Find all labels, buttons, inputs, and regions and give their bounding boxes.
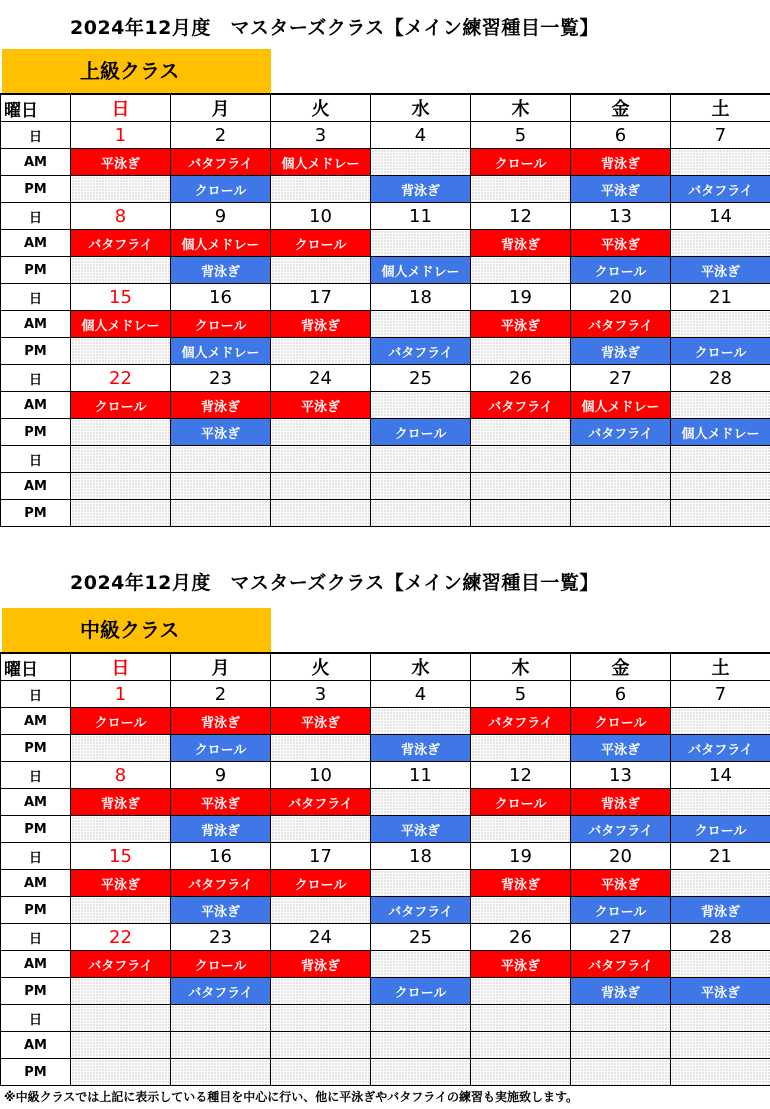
pm-event-cell: クロール <box>171 176 271 203</box>
am-row-label: AM <box>1 473 71 500</box>
am-event-cell <box>671 230 770 257</box>
am-event-cell: 平泳ぎ <box>71 149 171 176</box>
pm-event-cell <box>471 500 571 527</box>
date-cell <box>371 446 471 473</box>
am-event-cell <box>371 789 471 816</box>
pm-row-label: PM <box>1 176 71 203</box>
am-event-cell: バタフライ <box>171 149 271 176</box>
class-badge: 中級クラス <box>2 608 271 652</box>
pm-event-cell: 平泳ぎ <box>571 735 671 762</box>
am-event-cell: クロール <box>471 789 571 816</box>
pm-event-cell <box>171 500 271 527</box>
am-event-cell <box>371 230 471 257</box>
am-event-cell <box>371 708 471 735</box>
am-event-cell: 背泳ぎ <box>571 789 671 816</box>
am-event-cell <box>471 473 571 500</box>
date-cell: 21 <box>671 843 770 870</box>
pm-event-cell: クロール <box>371 419 471 446</box>
date-cell: 19 <box>471 843 571 870</box>
day-of-week-header: 水 <box>371 653 471 681</box>
am-event-cell <box>371 473 471 500</box>
pm-event-cell: 個人メドレー <box>671 419 770 446</box>
schedule-table-intermediate <box>0 652 770 1086</box>
day-of-week-header: 火 <box>271 653 371 681</box>
date-cell: 15 <box>71 843 171 870</box>
am-event-cell <box>271 1032 371 1059</box>
pm-event-cell <box>271 816 371 843</box>
pm-event-cell <box>471 257 571 284</box>
date-cell: 24 <box>271 365 371 392</box>
am-event-cell: 個人メドレー <box>571 392 671 419</box>
pm-event-cell <box>471 816 571 843</box>
pm-event-cell: 背泳ぎ <box>571 338 671 365</box>
date-cell: 7 <box>671 681 770 708</box>
pm-event-cell <box>271 1059 371 1086</box>
am-event-cell <box>471 1032 571 1059</box>
pm-row-label: PM <box>1 1059 71 1086</box>
date-cell <box>71 1005 171 1032</box>
pm-event-cell: クロール <box>171 735 271 762</box>
am-event-cell <box>371 149 471 176</box>
date-cell: 21 <box>671 284 770 311</box>
pm-event-cell: 背泳ぎ <box>371 176 471 203</box>
date-cell: 6 <box>571 122 671 149</box>
pm-event-cell: 背泳ぎ <box>671 897 770 924</box>
am-event-cell <box>671 951 770 978</box>
am-event-cell: バタフライ <box>171 870 271 897</box>
pm-event-cell: バタフライ <box>671 735 770 762</box>
date-cell <box>571 1005 671 1032</box>
am-event-cell: 背泳ぎ <box>171 708 271 735</box>
day-of-week-header: 木 <box>471 94 571 122</box>
date-cell: 18 <box>371 284 471 311</box>
date-cell <box>171 446 271 473</box>
am-event-cell <box>671 708 770 735</box>
am-event-cell: バタフライ <box>571 951 671 978</box>
pm-event-cell <box>71 735 171 762</box>
date-cell: 28 <box>671 365 770 392</box>
am-event-cell: 平泳ぎ <box>71 870 171 897</box>
pm-event-cell <box>71 419 171 446</box>
am-event-cell: 平泳ぎ <box>471 311 571 338</box>
date-cell: 28 <box>671 924 770 951</box>
date-cell: 22 <box>71 365 171 392</box>
date-cell: 19 <box>471 284 571 311</box>
date-cell: 4 <box>371 122 471 149</box>
date-cell: 1 <box>71 122 171 149</box>
am-event-cell <box>71 473 171 500</box>
pm-row-label: PM <box>1 500 71 527</box>
date-cell <box>671 1005 770 1032</box>
date-cell: 11 <box>371 762 471 789</box>
date-row-label: 日 <box>1 924 71 951</box>
am-event-cell <box>571 473 671 500</box>
date-row-label: 日 <box>1 284 71 311</box>
date-cell: 16 <box>171 843 271 870</box>
am-event-cell: バタフライ <box>71 230 171 257</box>
am-event-cell: 背泳ぎ <box>271 311 371 338</box>
am-event-cell: クロール <box>71 392 171 419</box>
am-event-cell: 平泳ぎ <box>271 708 371 735</box>
date-cell: 26 <box>471 924 571 951</box>
am-event-cell <box>371 311 471 338</box>
am-event-cell <box>171 1032 271 1059</box>
day-of-week-header: 日 <box>71 94 171 122</box>
pm-event-cell <box>471 978 571 1005</box>
pm-event-cell <box>571 1059 671 1086</box>
date-cell <box>271 446 371 473</box>
pm-event-cell: 背泳ぎ <box>371 735 471 762</box>
date-cell: 11 <box>371 203 471 230</box>
class-badge: 上級クラス <box>2 49 271 93</box>
date-cell: 15 <box>71 284 171 311</box>
am-event-cell: 平泳ぎ <box>271 392 371 419</box>
date-cell: 16 <box>171 284 271 311</box>
day-of-week-header: 日 <box>71 653 171 681</box>
date-cell: 17 <box>271 843 371 870</box>
date-cell: 8 <box>71 762 171 789</box>
pm-event-cell <box>471 735 571 762</box>
date-cell: 9 <box>171 203 271 230</box>
date-cell: 20 <box>571 843 671 870</box>
day-of-week-header: 水 <box>371 94 471 122</box>
am-row-label: AM <box>1 951 71 978</box>
date-cell: 9 <box>171 762 271 789</box>
pm-event-cell: バタフライ <box>371 338 471 365</box>
date-cell <box>471 446 571 473</box>
date-cell: 13 <box>571 203 671 230</box>
date-cell: 8 <box>71 203 171 230</box>
am-event-cell: 平泳ぎ <box>571 870 671 897</box>
am-event-cell <box>671 789 770 816</box>
pm-event-cell <box>71 1059 171 1086</box>
am-event-cell: 平泳ぎ <box>471 951 571 978</box>
pm-event-cell: 平泳ぎ <box>571 176 671 203</box>
pm-event-cell <box>271 338 371 365</box>
pm-event-cell: クロール <box>671 338 770 365</box>
am-event-cell <box>371 951 471 978</box>
schedule-table-advanced <box>0 93 770 527</box>
pm-event-cell <box>471 176 571 203</box>
date-cell: 27 <box>571 924 671 951</box>
pm-event-cell: 平泳ぎ <box>671 978 770 1005</box>
pm-event-cell: クロール <box>571 257 671 284</box>
section-title: 2024年12月度 マスターズクラス【メイン練習種目一覧】 <box>70 572 599 594</box>
date-row-label: 日 <box>1 446 71 473</box>
pm-event-cell <box>471 338 571 365</box>
date-cell: 3 <box>271 681 371 708</box>
pm-event-cell: 平泳ぎ <box>171 897 271 924</box>
am-event-cell: 平泳ぎ <box>171 789 271 816</box>
day-of-week-header: 火 <box>271 94 371 122</box>
date-cell: 25 <box>371 924 471 951</box>
pm-event-cell <box>271 257 371 284</box>
day-of-week-header: 木 <box>471 653 571 681</box>
pm-event-cell <box>271 500 371 527</box>
pm-event-cell: 背泳ぎ <box>571 978 671 1005</box>
pm-event-cell <box>71 816 171 843</box>
pm-event-cell: クロール <box>371 978 471 1005</box>
date-cell: 26 <box>471 365 571 392</box>
date-cell: 2 <box>171 122 271 149</box>
am-event-cell: クロール <box>271 230 371 257</box>
pm-event-cell <box>571 500 671 527</box>
am-event-cell: 背泳ぎ <box>271 951 371 978</box>
am-row-label: AM <box>1 870 71 897</box>
am-event-cell: クロール <box>571 708 671 735</box>
am-event-cell <box>671 1032 770 1059</box>
date-cell: 5 <box>471 122 571 149</box>
day-of-week-header: 土 <box>671 94 770 122</box>
am-event-cell: 個人メドレー <box>71 311 171 338</box>
date-row-label: 日 <box>1 843 71 870</box>
am-event-cell: 個人メドレー <box>271 149 371 176</box>
date-cell: 23 <box>171 365 271 392</box>
pm-row-label: PM <box>1 338 71 365</box>
date-cell <box>471 1005 571 1032</box>
pm-event-cell <box>171 1059 271 1086</box>
date-cell <box>571 446 671 473</box>
am-event-cell: 個人メドレー <box>171 230 271 257</box>
date-cell: 3 <box>271 122 371 149</box>
pm-event-cell <box>71 176 171 203</box>
date-cell: 5 <box>471 681 571 708</box>
day-of-week-header: 月 <box>171 653 271 681</box>
pm-event-cell <box>371 500 471 527</box>
am-event-cell <box>371 870 471 897</box>
am-event-cell <box>671 473 770 500</box>
header-label: 曜日 <box>1 653 71 681</box>
pm-row-label: PM <box>1 419 71 446</box>
pm-event-cell: バタフライ <box>371 897 471 924</box>
am-event-cell: バタフライ <box>471 392 571 419</box>
date-row-label: 日 <box>1 122 71 149</box>
am-event-cell: 背泳ぎ <box>571 149 671 176</box>
date-cell: 6 <box>571 681 671 708</box>
date-cell: 18 <box>371 843 471 870</box>
pm-row-label: PM <box>1 978 71 1005</box>
am-event-cell <box>171 473 271 500</box>
date-cell: 17 <box>271 284 371 311</box>
am-event-cell <box>371 1032 471 1059</box>
pm-event-cell: クロール <box>571 897 671 924</box>
am-row-label: AM <box>1 789 71 816</box>
am-event-cell <box>371 392 471 419</box>
am-event-cell <box>671 870 770 897</box>
am-event-cell: クロール <box>471 149 571 176</box>
pm-event-cell: 個人メドレー <box>171 338 271 365</box>
am-event-cell: バタフライ <box>471 708 571 735</box>
date-cell: 25 <box>371 365 471 392</box>
pm-event-cell: 平泳ぎ <box>371 816 471 843</box>
am-event-cell: バタフライ <box>71 951 171 978</box>
pm-row-label: PM <box>1 897 71 924</box>
am-event-cell <box>571 1032 671 1059</box>
date-cell: 27 <box>571 365 671 392</box>
date-cell: 14 <box>671 762 770 789</box>
pm-event-cell <box>671 500 770 527</box>
pm-event-cell <box>471 897 571 924</box>
pm-event-cell <box>671 1059 770 1086</box>
am-event-cell: 平泳ぎ <box>571 230 671 257</box>
am-event-cell <box>671 149 770 176</box>
am-row-label: AM <box>1 708 71 735</box>
pm-event-cell <box>271 897 371 924</box>
date-cell: 1 <box>71 681 171 708</box>
am-row-label: AM <box>1 311 71 338</box>
day-of-week-header: 土 <box>671 653 770 681</box>
date-cell: 10 <box>271 203 371 230</box>
date-row-label: 日 <box>1 203 71 230</box>
am-event-cell: クロール <box>71 708 171 735</box>
pm-event-cell <box>71 978 171 1005</box>
pm-event-cell <box>71 500 171 527</box>
pm-event-cell: 平泳ぎ <box>671 257 770 284</box>
am-row-label: AM <box>1 149 71 176</box>
pm-event-cell: バタフライ <box>671 176 770 203</box>
pm-event-cell <box>271 176 371 203</box>
pm-event-cell <box>271 419 371 446</box>
pm-event-cell: 平泳ぎ <box>171 419 271 446</box>
date-cell: 14 <box>671 203 770 230</box>
date-cell <box>371 1005 471 1032</box>
date-cell: 23 <box>171 924 271 951</box>
day-of-week-header: 月 <box>171 94 271 122</box>
pm-event-cell: クロール <box>671 816 770 843</box>
date-cell: 12 <box>471 203 571 230</box>
date-cell <box>271 1005 371 1032</box>
pm-event-cell: バタフライ <box>571 816 671 843</box>
am-row-label: AM <box>1 392 71 419</box>
date-cell <box>171 1005 271 1032</box>
pm-event-cell: 背泳ぎ <box>171 257 271 284</box>
pm-row-label: PM <box>1 735 71 762</box>
date-row-label: 日 <box>1 1005 71 1032</box>
pm-event-cell <box>71 257 171 284</box>
date-cell <box>71 446 171 473</box>
am-row-label: AM <box>1 1032 71 1059</box>
am-event-cell: クロール <box>271 870 371 897</box>
am-event-cell: クロール <box>171 311 271 338</box>
date-cell: 10 <box>271 762 371 789</box>
am-event-cell <box>271 473 371 500</box>
am-event-cell: バタフライ <box>571 311 671 338</box>
pm-event-cell <box>471 419 571 446</box>
pm-event-cell <box>271 735 371 762</box>
pm-row-label: PM <box>1 257 71 284</box>
am-event-cell: クロール <box>171 951 271 978</box>
date-cell: 2 <box>171 681 271 708</box>
date-row-label: 日 <box>1 365 71 392</box>
pm-event-cell: バタフライ <box>171 978 271 1005</box>
am-event-cell: 背泳ぎ <box>71 789 171 816</box>
date-cell: 20 <box>571 284 671 311</box>
pm-event-cell <box>271 978 371 1005</box>
footnote: ※中級クラスでは上記に表示している種目を中心に行い、他に平泳ぎやバタフライの練習も実施致します。 <box>4 1090 578 1104</box>
date-cell: 24 <box>271 924 371 951</box>
date-cell: 7 <box>671 122 770 149</box>
pm-event-cell <box>71 338 171 365</box>
am-event-cell <box>671 392 770 419</box>
date-cell: 22 <box>71 924 171 951</box>
pm-event-cell <box>71 897 171 924</box>
header-label: 曜日 <box>1 94 71 122</box>
date-cell <box>671 446 770 473</box>
pm-event-cell: バタフライ <box>571 419 671 446</box>
pm-event-cell <box>371 1059 471 1086</box>
date-cell: 12 <box>471 762 571 789</box>
section-title: 2024年12月度 マスターズクラス【メイン練習種目一覧】 <box>70 17 599 39</box>
am-event-cell: 背泳ぎ <box>471 230 571 257</box>
date-row-label: 日 <box>1 762 71 789</box>
pm-row-label: PM <box>1 816 71 843</box>
day-of-week-header: 金 <box>571 94 671 122</box>
am-row-label: AM <box>1 230 71 257</box>
am-event-cell: 背泳ぎ <box>171 392 271 419</box>
pm-event-cell: 個人メドレー <box>371 257 471 284</box>
date-cell: 4 <box>371 681 471 708</box>
pm-event-cell <box>471 1059 571 1086</box>
am-event-cell: バタフライ <box>271 789 371 816</box>
day-of-week-header: 金 <box>571 653 671 681</box>
date-row-label: 日 <box>1 681 71 708</box>
am-event-cell <box>71 1032 171 1059</box>
am-event-cell: 背泳ぎ <box>471 870 571 897</box>
am-event-cell <box>671 311 770 338</box>
date-cell: 13 <box>571 762 671 789</box>
pm-event-cell: 背泳ぎ <box>171 816 271 843</box>
